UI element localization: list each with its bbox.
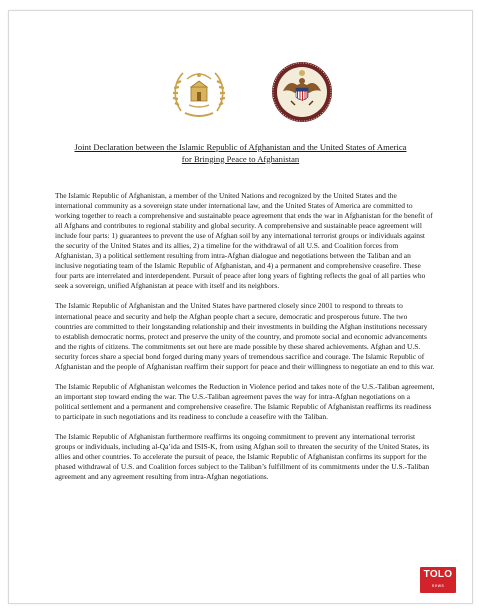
watermark-sub: news: [431, 583, 445, 588]
title-line-2: for Bringing Peace to Afghanistan: [181, 153, 300, 164]
afghanistan-emblem-icon: [167, 61, 231, 125]
paragraph: The Islamic Republic of Afghanistan, a member of the United Nations and recognized by the United States and the international community as a sovereign state under international law, and the United States of America are committed to working together to reach a comprehensive and sustainable peace agreement that ends the war in Afghanistan for the benefit of all Afghans and contributes to regional stability and global security. A comprehensive and sustainable peace agreement will include four parts: 1) guarantees to prevent the use of Afghan soil by any international terrorist groups or individuals against the security of the United States and its allies, 2) a timeline for the withdrawal of all U.S. and Coalition forces from Afghanistan, 3) a political settlement resulting from intra-Afghan dialogue and negotiations between the Taliban and an inclusive negotiating team of the Islamic Republic of Afghanistan, and 4) a permanent and comprehensive ceasefire. These four parts are interrelated and interdependent. Pursuit of peace after long years of fighting reflects the goal of all parties who seek a sovereign, unified Afghanistan at peace with itself and its neighbors.: [55, 191, 433, 291]
watermark-main: TOLO: [423, 569, 453, 580]
paragraph: The Islamic Republic of Afghanistan welcomes the Reduction in Violence period and takes note of the U.S.-Taliban agreement, an important step toward ending the war. The U.S.-Taliban agreement paves the way for intra-Afghan negotiations on a political settlement and a permanent and comprehensive ceasefire. The Islamic Republic of Afghanistan reaffirms its readiness to participate in such negotiations and its readiness to conclude a ceasefire with the Taliban.: [55, 381, 435, 421]
document-page: [8, 10, 473, 604]
document-body: [55, 191, 435, 492]
paragraph: The Islamic Republic of Afghanistan furthermore reaffirms its ongoing commitment to prevent any international terrorist groups or individuals, including al-Qa’ida and ISIS-K, from using Afghan soil to threaten the security of the United States, its allies and other countries. To accelerate the pursuit of peace, the Islamic Republic of Afghanistan confirms its support for the phased withdrawal of U.S. and Coalition forces subject to the Taliban’s fulfillment of its commitments under the U.S.-Taliban agreement and any agreement resulting from intra-Afghan negotiations.: [55, 431, 430, 482]
document-title: [39, 142, 442, 165]
title-line-1: Joint Declaration between the Islamic Republic of Afghanistan and the United States of America: [74, 142, 407, 152]
tolo-news-watermark: [420, 567, 456, 593]
paragraph: The Islamic Republic of Afghanistan and the United States have partnered closely since 2001 to respond to threats to international peace and security and help the Afghan people chart a secure, democratic and prosperous future. The two countries are committed to their longstanding relationship and their investments in building the Afghan institutions necessary to establish democratic norms, protect and preserve the unity of the country, and promote social and economic advancements and the rights of citizens. The commitments set out here are made possible by these shared achievements. Afghan and U.S. security forces share a special bond forged during many years of tremendous sacrifice and courage. The Islamic Republic of Afghanistan and the people of Afghanistan reaffirm their support for peace and their willingness to negotiate an end to this war.: [55, 301, 435, 371]
us-great-seal-icon: [271, 61, 333, 123]
